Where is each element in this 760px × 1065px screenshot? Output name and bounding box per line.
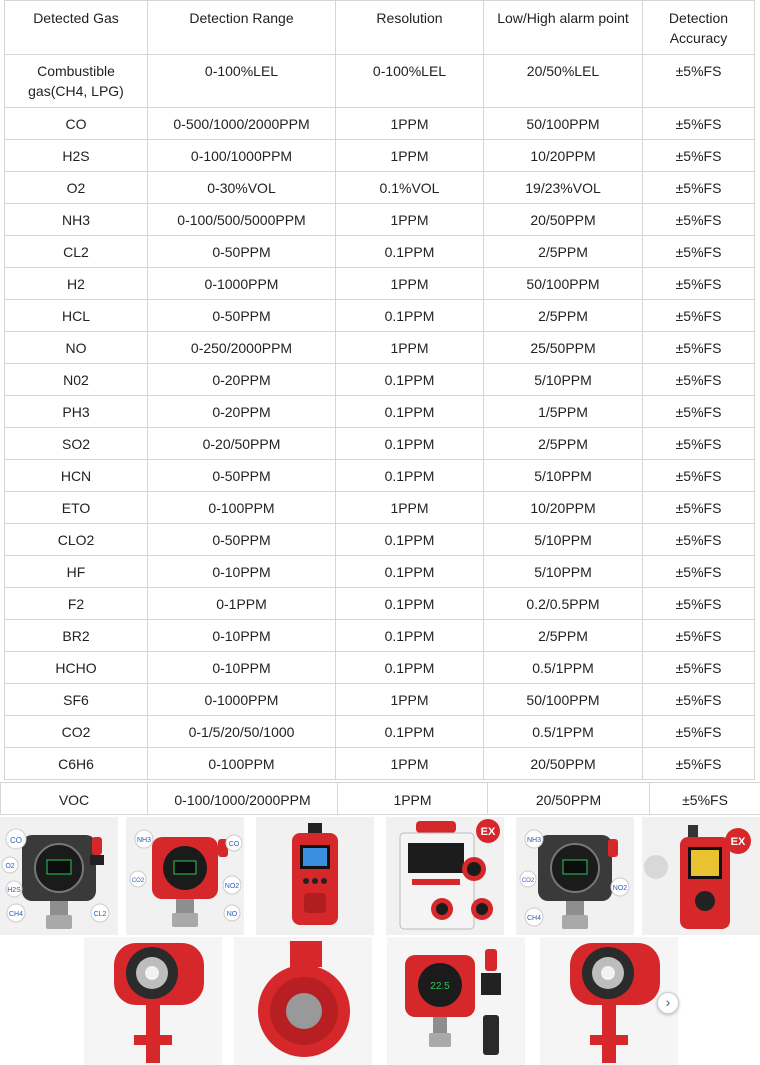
cell-resolution: 1PPM [336,108,484,140]
cell-accuracy: ±5%FS [643,268,755,300]
cell-resolution: 0.1%VOL [336,172,484,204]
cell-resolution: 0.1PPM [336,300,484,332]
cell-alarm: 2/5PPM [484,300,643,332]
bubble-ch4-2: CH4 [526,915,542,922]
cell-range: 0-100/1000/2000PPM [148,783,338,815]
cell-resolution: 0-100%LEL [336,55,484,108]
cell-accuracy: ±5%FS [643,460,755,492]
cell-range: 0-10PPM [148,620,336,652]
cell-alarm: 0.5/1PPM [484,716,643,748]
cell-alarm: 5/10PPM [484,364,643,396]
header-alarm-point: Low/High alarm point [484,1,643,55]
table-row [5,716,755,748]
cell-resolution: 0.1PPM [336,428,484,460]
cell-alarm: 5/10PPM [484,556,643,588]
cell-gas: CL2 [5,236,148,268]
cell-gas: H2S [5,140,148,172]
cell-range: 0-50PPM [148,300,336,332]
bubble-co2-2: CO2 [521,878,535,884]
cell-alarm: 50/100PPM [484,268,643,300]
cell-alarm: 20/50PPM [488,783,650,815]
header-accuracy: Detection Accuracy [643,1,755,55]
bubble-co: CO [10,836,22,845]
cell-alarm: 10/20PPM [484,492,643,524]
cell-accuracy: ±5%FS [643,588,755,620]
cell-accuracy: ±5%FS [643,140,755,172]
cell-accuracy: ±5%FS [643,332,755,364]
alarm-controller-system-image [386,817,504,935]
cell-resolution: 1PPM [336,748,484,780]
bubble-co2: CO2 [131,878,145,884]
bubble-ch4: CH4 [8,911,24,918]
product-thumb-4[interactable] [386,817,504,935]
cell-gas: HCN [5,460,148,492]
bubble-h2s: H2S [7,887,21,894]
header-detection-range: Detection Range [148,1,336,55]
table-row [5,748,755,780]
bubble-o2: O2 [5,863,15,870]
cell-range: 0-100PPM [148,748,336,780]
cell-alarm: 50/100PPM [484,108,643,140]
bubble-no2-2: NO2 [612,885,628,892]
table-row [5,588,755,620]
cell-range: 0-100/1000PPM [148,140,336,172]
cell-resolution: 0.1PPM [336,652,484,684]
cell-resolution: 0.1PPM [336,460,484,492]
cell-alarm: 0.2/0.5PPM [484,588,643,620]
table-row [5,396,755,428]
cell-accuracy: ±5%FS [643,716,755,748]
bubble-co-2: CO [228,841,240,848]
bubble-nh3: NH3 [136,837,152,844]
cell-resolution: 1PPM [336,332,484,364]
cell-range: 0-20PPM [148,364,336,396]
cell-alarm: 10/20PPM [484,140,643,172]
flame-detector-image [84,937,222,1065]
cell-accuracy: ±5%FS [643,428,755,460]
table-row [5,140,755,172]
voc-table [0,782,760,815]
bubble-cl2: CL2 [93,911,107,918]
cell-range: 0-1/5/20/50/1000 [148,716,336,748]
cell-alarm: 0.5/1PPM [484,652,643,684]
cell-range: 0-50PPM [148,460,336,492]
table-row [5,460,755,492]
cell-accuracy: ±5%FS [643,204,755,236]
product-thumb-2[interactable] [126,817,244,935]
cell-resolution: 0.1PPM [336,588,484,620]
cell-gas: HF [5,556,148,588]
cell-alarm: 2/5PPM [484,236,643,268]
table-row [5,236,755,268]
cell-gas: HCL [5,300,148,332]
table-row [5,172,755,204]
cell-gas: Combustible gas(CH4, LPG) [5,55,148,108]
cell-gas: ETO [5,492,148,524]
cell-resolution: 1PPM [336,684,484,716]
cell-range: 0-100%LEL [148,55,336,108]
red-gas-detector-bubbles-image [126,817,244,935]
cell-gas: CO [5,108,148,140]
cell-resolution: 0.1PPM [336,364,484,396]
table-row [5,300,755,332]
product-thumb-3[interactable] [256,817,374,935]
cell-resolution: 1PPM [338,783,488,815]
product-thumb-9[interactable] [387,937,525,1065]
cell-accuracy: ±5%FS [643,684,755,716]
cell-accuracy: ±5%FS [643,236,755,268]
cell-range: 0-10PPM [148,556,336,588]
detector-with-remote-image [387,937,525,1065]
cell-resolution: 0.1PPM [336,716,484,748]
table-row [5,492,755,524]
cell-range: 0-1PPM [148,588,336,620]
cell-range: 0-20/50PPM [148,428,336,460]
cell-resolution: 0.1PPM [336,556,484,588]
cell-accuracy: ±5%FS [643,620,755,652]
cell-alarm: 5/10PPM [484,460,643,492]
bubble-no: NO [226,911,238,918]
cell-alarm: 50/100PPM [484,684,643,716]
table-row [5,428,755,460]
cell-alarm: 20/50%LEL [484,55,643,108]
cell-gas: SF6 [5,684,148,716]
cell-alarm: 1/5PPM [484,396,643,428]
product-thumb-1[interactable] [0,817,118,935]
table-row [5,268,755,300]
cell-resolution: 1PPM [336,204,484,236]
table-row [5,524,755,556]
table-header-row [5,1,755,55]
table-row [5,108,755,140]
header-detected-gas: Detected Gas [5,1,148,55]
cell-alarm: 2/5PPM [484,620,643,652]
table-row [5,652,755,684]
cell-resolution: 1PPM [336,268,484,300]
cell-accuracy: ±5%FS [643,396,755,428]
cell-range: 0-100/500/5000PPM [148,204,336,236]
cell-gas: SO2 [5,428,148,460]
table-row [5,332,755,364]
product-thumb-7[interactable] [84,937,222,1065]
bubble-nh3-2: NH3 [526,837,542,844]
cell-gas: O2 [5,172,148,204]
table-row [5,204,755,236]
product-thumb-8[interactable] [234,937,372,1065]
display-reading: 22.5 [430,981,450,992]
cell-resolution: 0.1PPM [336,396,484,428]
cell-gas: NO [5,332,148,364]
portable-pump-detector-image [642,817,760,935]
ex-badge: EX [480,826,496,838]
table-row [5,364,755,396]
bubble-no2: NO2 [224,883,240,890]
cell-alarm: 25/50PPM [484,332,643,364]
cell-alarm: 5/10PPM [484,524,643,556]
cell-range: 0-10PPM [148,652,336,684]
table-row [5,556,755,588]
cell-gas: CLO2 [5,524,148,556]
table-row-voc [1,783,760,815]
cell-range: 0-1000PPM [148,268,336,300]
cell-resolution: 0.1PPM [336,236,484,268]
cell-gas: F2 [5,588,148,620]
cell-accuracy: ±5%FS [643,492,755,524]
cell-range: 0-50PPM [148,236,336,268]
table-row [5,55,755,108]
cell-accuracy: ±5%FS [643,108,755,140]
cell-alarm: 20/50PPM [484,748,643,780]
cell-range: 0-50PPM [148,524,336,556]
cell-gas: BR2 [5,620,148,652]
gallery-next-button[interactable] [657,992,679,1014]
ex-badge-2: EX [730,836,746,848]
chevron-right-icon: › [665,994,671,1010]
cell-range: 0-100PPM [148,492,336,524]
cell-gas: CO2 [5,716,148,748]
cell-accuracy: ±5%FS [643,300,755,332]
header-resolution: Resolution [336,1,484,55]
product-gallery [0,817,760,1065]
cell-gas: PH3 [5,396,148,428]
cell-range: 0-500/1000/2000PPM [148,108,336,140]
cell-gas: N02 [5,364,148,396]
cell-range: 0-250/2000PPM [148,332,336,364]
explosion-proof-detector-image [234,937,372,1065]
cell-gas: HCHO [5,652,148,684]
cell-accuracy: ±5%FS [643,748,755,780]
table-row [5,684,755,716]
gas-spec-table [4,0,755,780]
cell-range: 0-1000PPM [148,684,336,716]
cell-gas: C6H6 [5,748,148,780]
cell-accuracy: ±5%FS [643,652,755,684]
cell-resolution: 1PPM [336,492,484,524]
gray-gas-detector-bubbles-image [516,817,634,935]
cell-range: 0-30%VOL [148,172,336,204]
cell-resolution: 0.1PPM [336,524,484,556]
cell-resolution: 1PPM [336,140,484,172]
cell-alarm: 20/50PPM [484,204,643,236]
cell-range: 0-20PPM [148,396,336,428]
gas-detector-bubbles-image [0,817,118,935]
cell-gas: VOC [1,783,148,815]
cell-gas: H2 [5,268,148,300]
table-row [5,620,755,652]
portable-detector-image [256,817,374,935]
product-thumb-6[interactable] [642,817,760,935]
cell-alarm: 19/23%VOL [484,172,643,204]
cell-accuracy: ±5%FS [643,556,755,588]
cell-accuracy: ±5%FS [643,524,755,556]
product-thumb-5[interactable] [516,817,634,935]
cell-resolution: 0.1PPM [336,620,484,652]
cell-gas: NH3 [5,204,148,236]
cell-accuracy: ±5%FS [643,364,755,396]
cell-alarm: 2/5PPM [484,428,643,460]
cell-accuracy: ±5%FS [643,55,755,108]
cell-accuracy: ±5%FS [650,783,760,815]
cell-accuracy: ±5%FS [643,172,755,204]
